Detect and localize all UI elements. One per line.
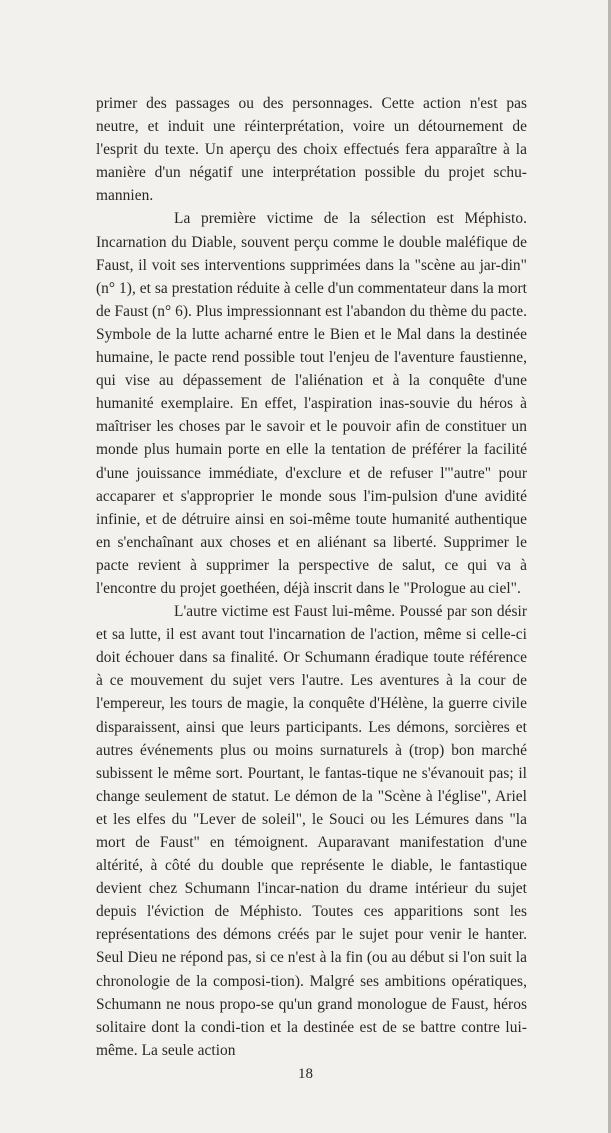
page-number: 18: [298, 1066, 313, 1082]
paragraph-2: La première victime de la sélection est Méphisto. Incarnation du Diable, souvent perçu comme le double maléfique de Faust, il voit ses interventions supprimées dans la "scène au jar-din" (n° 1), et sa prestation réduite à celle d'un commentateur dans la mort de Faust (n° 6). Plus impressionnant est l'abandon du thème du pacte. Symbole de la lutte acharné entre le Bien et le Mal dans la destinée humaine, le pacte rend possible tout l'enjeu de l'aventure faustienne, qui vise au dépassement de l'aliénation et à la conquête d'une humanité exemplaire. En effet, l'aspiration inas-souvie du héros à maîtriser les choses par le savoir et le pouvoir afin de constituer un monde plus humain porte en elle la tentation de préférer la facilité d'une jouissance immédiate, d'exclure et de refuser l'"autre" pour accaparer et s'approprier le monde sous l'im-pulsion d'une avidité infinie, et de détruire ainsi en soi-même toute humanité authentique en s'enchaînant aux choses et en aliénant sa liberté. Supprimer le pacte revient à supprimer la perspective de salut, ce qui va à l'encontre du projet goethéen, déjà inscrit dans le "Prologue au ciel".: [96, 210, 527, 597]
paragraph-3: L'autre victime est Faust lui-même. Poussé par son désir et sa lutte, il est avant tout l'incarnation de l'action, même si celle-ci doit échouer dans sa finalité. Or Schumann éradique toute référence à ce mouvement du sujet vers l'autre. Les aventures à la cour de l'empereur, les tours de magie, la conquête d'Hélène, la guerre civile disparaissent, ainsi que leurs participants. Les démons, sorcières et autres événements plus ou moins surnaturels à (trop) bon marché subissent le même sort. Pourtant, le fantas-tique ne s'évanouit pas; il change seulement de statut. Le démon de la "Scène à l'église", Ariel et les elfes du "Lever de soleil", le Souci ou les Lémures dans "la mort de Faust" en témoignent. Auparavant manifestation d'une altérité, à côté du double que représente le diable, le fantastique devient chez Schumann l'incar-nation du drame intérieur du sujet depuis l'éviction de Méphisto. Toutes ces apparitions sont les représentations des démons créés par le sujet pour venir le hanter. Seul Dieu ne répond pas, si ce n'est à la fin (ou au début si l'on suit la chronologie de la composi-tion). Malgré ses ambitions opératiques, Schumann ne nous propo-se qu'un grand monologue de Faust, héros solitaire dont la condi-tion et la destinée est de se battre contre lui-même. La seule action: [96, 603, 527, 1059]
paragraph-1: primer des passages ou des personnages. Cette action n'est pas neutre, et induit une réinterprétation, voire un détournement de l'esprit du texte. Un aperçu des choix effectués fera apparaître à la manière d'un négatif une interprétation possible du projet schu-mannien.: [96, 95, 527, 205]
body-text: [96, 92, 527, 1062]
